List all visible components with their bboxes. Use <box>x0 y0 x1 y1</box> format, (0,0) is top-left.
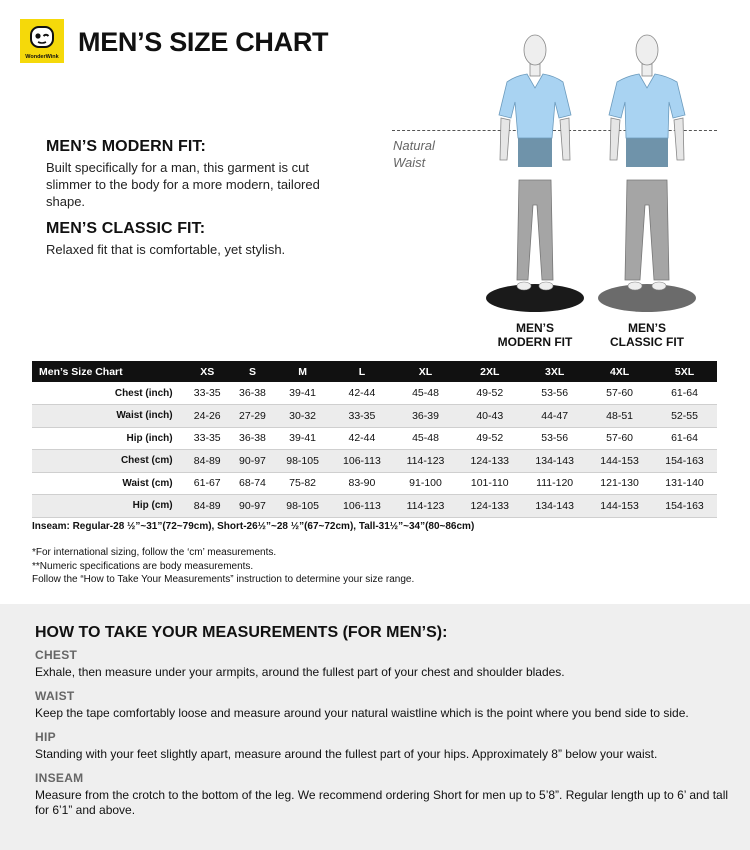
table-cell: 52-55 <box>652 405 717 428</box>
inseam-note: Inseam: Regular-28 ½”~31”(72~79cm), Short-26½”~28 ½”(67~72cm), Tall-31½”~34”(80~86cm) <box>32 521 475 532</box>
table-row <box>32 495 717 518</box>
table-row <box>32 472 717 495</box>
table-cell: 57-60 <box>587 382 652 405</box>
table-row <box>32 427 717 450</box>
classic-fit-description: Relaxed fit that is comfortable, yet stylish. <box>46 242 286 257</box>
classic-fit-title: MEN’S CLASSIC FIT: <box>46 220 206 237</box>
table-cell: 90-97 <box>230 450 275 473</box>
table-cell: 53-56 <box>522 382 587 405</box>
classic-fit-figure <box>597 30 697 320</box>
measure-label: INSEAM <box>35 771 84 785</box>
table-header-label: Men’s Size Chart <box>32 361 185 382</box>
table-cell: 33-35 <box>185 382 230 405</box>
note-line: **Numeric specifications are body measurements. <box>32 560 254 572</box>
row-label: Hip (inch) <box>32 427 185 450</box>
table-cell: 61-64 <box>652 427 717 450</box>
table-cell: 83-90 <box>330 472 394 495</box>
table-cell: 106-113 <box>330 495 394 518</box>
modern-fit-title: MEN’S MODERN FIT: <box>46 138 206 155</box>
measure-item-hip <box>35 730 735 762</box>
modern-fit-shirt <box>499 74 571 138</box>
table-cell: 124-133 <box>457 450 522 473</box>
table-cell: 98-105 <box>275 495 330 518</box>
note-line: *For international sizing, follow the ‘cm’ measurements. <box>32 547 277 558</box>
page-title: MEN’S SIZE CHART <box>78 27 329 57</box>
wink-face-icon <box>29 24 55 50</box>
classic-fit-pants <box>625 180 669 280</box>
table-cell: 68-74 <box>230 472 275 495</box>
table-cell: 33-35 <box>185 427 230 450</box>
table-cell: 84-89 <box>185 495 230 518</box>
measure-item-chest <box>35 648 735 680</box>
row-label: Chest (inch) <box>32 382 185 405</box>
modern-fit-left-arm <box>500 118 510 160</box>
size-header: 4XL <box>587 361 652 382</box>
table-row <box>32 450 717 473</box>
modern-fit-caption <box>480 321 590 349</box>
table-cell: 39-41 <box>275 427 330 450</box>
measure-text: Keep the tape comfortably loose and measure around your natural waistline which is the point where you bend side to side. <box>35 706 689 720</box>
classic-fit-left-arm <box>610 118 620 160</box>
table-cell: 144-153 <box>587 495 652 518</box>
table-cell: 121-130 <box>587 472 652 495</box>
table-cell: 39-41 <box>275 382 330 405</box>
table-header-row <box>32 361 717 382</box>
table-cell: 33-35 <box>330 405 394 428</box>
table-cell: 114-123 <box>394 495 458 518</box>
table-cell: 114-123 <box>394 450 458 473</box>
table-cell: 144-153 <box>587 450 652 473</box>
table-cell: 36-38 <box>230 382 275 405</box>
table-cell: 134-143 <box>522 450 587 473</box>
table-cell: 53-56 <box>522 427 587 450</box>
modern-fit-neck <box>530 64 540 76</box>
brand-name: WonderWink <box>25 54 59 60</box>
table-cell: 90-97 <box>230 495 275 518</box>
row-label: Hip (cm) <box>32 495 185 518</box>
table-cell: 24-26 <box>185 405 230 428</box>
table-cell: 111-120 <box>522 472 587 495</box>
table-cell: 57-60 <box>587 427 652 450</box>
modern-fit-head <box>524 35 546 65</box>
table-cell: 49-52 <box>457 382 522 405</box>
size-header: S <box>230 361 275 382</box>
classic-fit-right-arm <box>674 118 684 160</box>
table-cell: 106-113 <box>330 450 394 473</box>
measurement-title: HOW TO TAKE YOUR MEASUREMENTS (FOR MEN’S): <box>35 624 448 641</box>
measure-text: Exhale, then measure under your armpits, around the fullest part of your chest and shoulder blades. <box>35 665 565 679</box>
table-cell: 124-133 <box>457 495 522 518</box>
table-cell: 134-143 <box>522 495 587 518</box>
measure-label: HIP <box>35 730 56 744</box>
table-cell: 44-47 <box>522 405 587 428</box>
measure-text: Measure from the crotch to the bottom of the leg. We recommend ordering Short for men up to 5’8”. Regular length up to 6’ and tall for 6’1” and above. <box>35 788 729 817</box>
modern-fit-left-foot <box>517 282 531 290</box>
modern-fit-pants <box>517 180 553 280</box>
table-cell: 45-48 <box>394 382 458 405</box>
classic-fit-head <box>636 35 658 65</box>
table-cell: 131-140 <box>652 472 717 495</box>
table-cell: 45-48 <box>394 427 458 450</box>
size-header: 5XL <box>652 361 717 382</box>
table-cell: 154-163 <box>652 495 717 518</box>
sizing-notes <box>32 546 414 587</box>
brand-logo <box>20 19 64 63</box>
table-cell: 36-38 <box>230 427 275 450</box>
size-header: L <box>330 361 394 382</box>
classic-fit-shirt <box>609 74 685 138</box>
modern-fit-figure <box>485 30 585 320</box>
table-cell: 49-52 <box>457 427 522 450</box>
modern-fit-shadow <box>486 284 584 312</box>
table-cell: 36-39 <box>394 405 458 428</box>
measure-label: CHEST <box>35 648 78 662</box>
table-cell: 154-163 <box>652 450 717 473</box>
table-cell: 61-67 <box>185 472 230 495</box>
table-cell: 98-105 <box>275 450 330 473</box>
table-row <box>32 382 717 405</box>
measurement-instructions <box>0 604 750 850</box>
classic-fit-caption <box>592 321 702 349</box>
table-cell: 84-89 <box>185 450 230 473</box>
classic-fit-neck <box>642 64 652 76</box>
table-cell: 30-32 <box>275 405 330 428</box>
size-header: XS <box>185 361 230 382</box>
modern-fit-block <box>46 138 346 210</box>
size-header: 3XL <box>522 361 587 382</box>
table-cell: 75-82 <box>275 472 330 495</box>
modern-fit-right-foot <box>539 282 553 290</box>
size-header: XL <box>394 361 458 382</box>
table-cell: 40-43 <box>457 405 522 428</box>
row-label: Waist (cm) <box>32 472 185 495</box>
table-cell: 42-44 <box>330 382 394 405</box>
modern-fit-caption-line2: MODERN FIT <box>497 335 573 349</box>
size-chart-table <box>32 361 717 518</box>
modern-fit-waist-band <box>518 137 552 167</box>
classic-fit-block <box>46 220 346 258</box>
note-line: Follow the “How to Take Your Measurements” instruction to determine your size range. <box>32 574 415 585</box>
table-cell: 101-110 <box>457 472 522 495</box>
classic-fit-left-foot <box>628 282 642 290</box>
classic-fit-shadow <box>598 284 696 312</box>
table-cell: 61-64 <box>652 382 717 405</box>
row-label: Waist (inch) <box>32 405 185 428</box>
modern-fit-caption-line1: MEN’S <box>515 321 554 335</box>
table-row <box>32 405 717 428</box>
classic-fit-right-foot <box>652 282 666 290</box>
measure-item-waist <box>35 689 735 721</box>
classic-fit-caption-line2: CLASSIC FIT <box>610 335 684 349</box>
modern-fit-description: Built specifically for a man, this garment is cut slimmer to the body for a more modern, tailored shape. <box>46 160 320 209</box>
row-label: Chest (cm) <box>32 450 185 473</box>
table-cell: 42-44 <box>330 427 394 450</box>
measure-label: WAIST <box>35 689 75 703</box>
table-cell: 27-29 <box>230 405 275 428</box>
natural-waist-label: Natural Waist <box>393 138 435 170</box>
classic-fit-waist-band <box>626 137 668 167</box>
measure-text: Standing with your feet slightly apart, measure around the fullest part of your hips. Approximately 8” below your waist. <box>35 747 658 761</box>
size-header: M <box>275 361 330 382</box>
table-cell: 91-100 <box>394 472 458 495</box>
modern-fit-right-arm <box>560 118 570 160</box>
size-header: 2XL <box>457 361 522 382</box>
measure-item-inseam <box>35 771 735 818</box>
table-cell: 48-51 <box>587 405 652 428</box>
classic-fit-caption-line1: MEN’S <box>627 321 666 335</box>
